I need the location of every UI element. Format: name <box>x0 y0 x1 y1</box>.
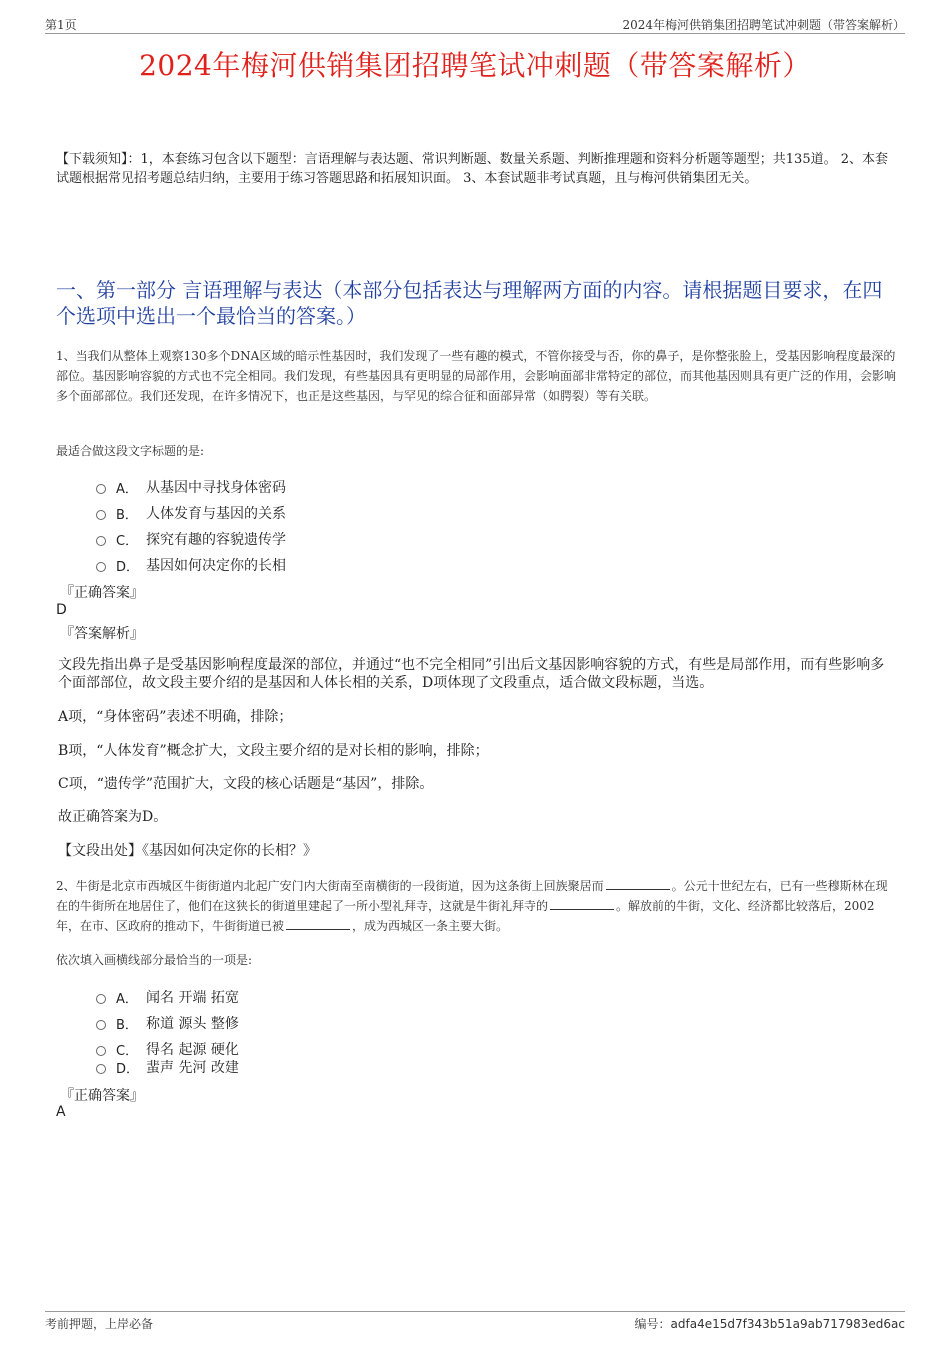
q1-analysis-b: B项，“人体发育”概念扩大，文段主要介绍的是对长相的影响，排除； <box>58 743 489 759</box>
q2-stem <box>56 876 896 936</box>
q2-ask: 依次填入画横线部分最恰当的一项是: <box>56 953 253 967</box>
q1-stem: 1、当我们从整体上观察130多个DNA区域的暗示性基因时，我们发现了一些有趣的模式，不管你接受与否，你的鼻子，是你整张脸上，受基因影响程度最深的部位。基因影响容貌的方式也不完全相同。我们发现，有些基因具有更明显的局部作用，会影响面部非常特定的部位，而其他基因则具有更广泛的作用，会影响多个面部部位。我们还发现，在许多情况下，也正是这些基因，与罕见的综合征和面部异常（如腭裂）等有关联。 <box>56 349 897 403</box>
q1-answer: D <box>56 602 67 618</box>
option-text: 从基因中寻找身体密码 <box>146 480 286 496</box>
q2-stem-part: 。解放前的牛街，文化、经济都比较落后，2002年，在市、区政府的推动下，牛街街道已被 <box>56 899 875 933</box>
footer-code-label: 编号： <box>634 1317 671 1331</box>
download-notice: 【下载须知】：1，本套练习包含以下题型：言语理解与表达题、常识判断题、数量关系题、判断推理题和资料分析题等题型；共135道。 2、本套试题根据常见招考题总结归纳，主要用于练习答题思路和拓展知识面。 3、本套试题非考试真题，且与梅河供销集团无关。 <box>56 152 888 186</box>
option-letter: D． <box>116 1061 140 1077</box>
option-text: 蜚声 先河 改建 <box>146 1060 239 1076</box>
radio-icon[interactable] <box>96 510 106 520</box>
q1-source: 【文段出处】《基因如何决定你的长相？》 <box>58 843 317 859</box>
fill-blank <box>606 879 670 890</box>
footer-divider <box>45 1311 905 1312</box>
q1-option-a[interactable] <box>96 477 286 497</box>
fill-blank <box>550 899 614 910</box>
q2-answer: A <box>56 1104 66 1120</box>
footer-code <box>635 1315 905 1332</box>
option-letter: B． <box>116 507 138 523</box>
q1-option-c[interactable] <box>96 529 286 549</box>
q2-answer-label: 『正确答案』 <box>60 1088 144 1104</box>
q2-stem-part: 。公元十世纪左右，已有一些穆斯林在现在的牛街所在地居住了，他们在这狭长的街道里建起了一所小型礼拜寺，这就是牛街礼拜寺的 <box>56 879 888 913</box>
q2-stem-part: ，成为西城区一条主要大街。 <box>352 919 509 933</box>
q1-answer-label: 『正确答案』 <box>60 585 144 601</box>
radio-icon[interactable] <box>96 536 106 546</box>
q1-analysis-label: 『答案解析』 <box>60 626 144 642</box>
option-letter: B． <box>116 1017 138 1033</box>
radio-icon[interactable] <box>96 994 106 1004</box>
q1-analysis-conclusion: 故正确答案为D。 <box>58 809 168 825</box>
footer-code-value: adfa4e15d7f343b51a9ab717983ed6ac <box>670 1317 905 1331</box>
radio-icon[interactable] <box>96 484 106 494</box>
q2-option-d[interactable] <box>96 1057 239 1077</box>
radio-icon[interactable] <box>96 1020 106 1030</box>
q2-option-c[interactable] <box>96 1039 239 1059</box>
q2-option-b[interactable] <box>96 1013 239 1033</box>
option-letter: D． <box>116 559 140 575</box>
q1-ask: 最适合做这段文字标题的是: <box>56 444 205 458</box>
option-letter: A． <box>116 481 138 497</box>
option-text: 得名 起源 硬化 <box>146 1042 239 1058</box>
q1-analysis-c: C项，“遗传学”范围扩大，文段的核心话题是“基因”，排除。 <box>58 776 434 792</box>
option-text: 称道 源头 整修 <box>146 1016 239 1032</box>
option-text: 人体发育与基因的关系 <box>146 506 286 522</box>
q1-analysis-main: 文段先指出鼻子是受基因影响程度最深的部位，并通过“也不完全相同”引出后文基因影响容貌的方式，有些是局部作用，而有些影响多个面部部位，故文段主要介绍的是基因和人体长相的关系，D项体现了文段重点，适合做文段标题，当选。 <box>58 657 885 691</box>
section-title: 一、第一部分 言语理解与表达（本部分包括表达与理解两方面的内容。请根据题目要求，在四个选项中选出一个最恰当的答案。） <box>56 278 883 328</box>
radio-icon[interactable] <box>96 562 106 572</box>
option-letter: A． <box>116 991 138 1007</box>
q1-option-d[interactable] <box>96 555 286 575</box>
fill-blank <box>286 919 350 930</box>
q1-analysis-a: A项，“身体密码”表述不明确，排除； <box>58 709 293 725</box>
radio-icon[interactable] <box>96 1046 106 1056</box>
q1-option-b[interactable] <box>96 503 286 523</box>
option-text: 闻名 开端 拓宽 <box>146 990 239 1006</box>
footer-slogan: 考前押题，上岸必备 <box>45 1317 154 1331</box>
option-letter: C． <box>116 533 139 549</box>
header-doc-title: 2024年梅河供销集团招聘笔试冲刺题（带答案解析） <box>622 18 905 32</box>
radio-icon[interactable] <box>96 1064 106 1074</box>
q2-stem-part: 2、牛街是北京市西城区牛街街道内北起广安门内大街南至南横街的一段街道，因为这条街上回族聚居而 <box>56 879 604 893</box>
header-divider <box>45 33 905 34</box>
option-text: 探究有趣的容貌遗传学 <box>146 532 286 548</box>
page-number: 第1页 <box>45 18 77 32</box>
option-letter: C． <box>116 1043 139 1059</box>
q2-option-a[interactable] <box>96 987 239 1007</box>
option-text: 基因如何决定你的长相 <box>146 558 286 574</box>
page-title: 2024年梅河供销集团招聘笔试冲刺题（带答案解析） <box>139 49 811 82</box>
